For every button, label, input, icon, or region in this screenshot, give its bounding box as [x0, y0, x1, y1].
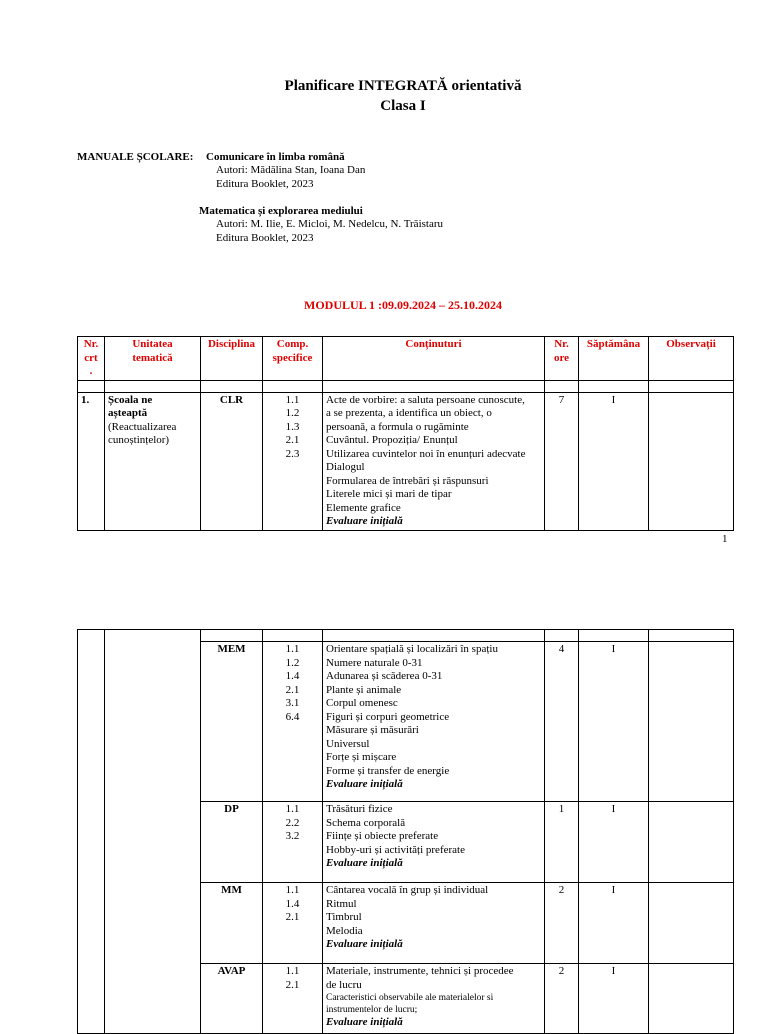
book1-publisher: Editura Booklet, 2023	[216, 178, 314, 190]
row-hours: 4	[545, 642, 579, 802]
table-spacer-row	[78, 380, 734, 392]
row-hours: 2	[545, 883, 579, 964]
evaluation-label: Evaluare inițială	[326, 778, 403, 790]
row-week: I	[579, 883, 649, 964]
row-week: I	[579, 964, 649, 1034]
header-content: Conținuturi	[323, 337, 545, 381]
header-hours: Nr. ore	[545, 337, 579, 381]
row-week: I	[579, 392, 649, 530]
table-spacer-row	[78, 630, 734, 642]
row-observations	[649, 392, 734, 530]
book1-title: Comunicare în limba română	[206, 151, 345, 163]
row-discipline: DP	[201, 802, 263, 883]
row-observations	[649, 883, 734, 964]
document-title: Planificare INTEGRATĂ orientativă	[284, 78, 522, 94]
table-row	[78, 392, 734, 530]
evaluation-label: Evaluare inițială	[326, 938, 403, 950]
header-observations: Observații	[649, 337, 734, 381]
row-discipline: MEM	[201, 642, 263, 802]
header-competences: Comp. specifice	[263, 337, 323, 381]
row-content: Trăsături fizice Schema corporală Ființe și obiecte preferate Hobby-uri și activități preferate Evaluare inițială	[323, 802, 545, 883]
row-week: I	[579, 802, 649, 883]
row-competences: 1.1 1.4 2.1	[263, 883, 323, 964]
planning-table-page2	[77, 629, 734, 1034]
row-discipline: MM	[201, 883, 263, 964]
row-discipline: AVAP	[201, 964, 263, 1034]
row-content: Acte de vorbire: a saluta persoane cunoscute, a se prezenta, a identifica un obiect, o persoană, a formula o rugăminte Cuvântul. Propoziția/ Enunțul Utilizarea cuvintelor noi în enunțuri adecvate Dialogul Formularea de întrebări și răspunsuri Literele mici și mari de tipar Elemente grafice Evaluare inițială	[323, 392, 545, 530]
row-content: Orientare spațială și localizări în spațiu Numere naturale 0-31 Adunarea și scăderea 0-31 Plante și animale Corpul omenesc Figuri și corpuri geometrice Măsurare și măsurări Universul Forțe și mișcare Forme și transfer de energie Evaluare inițială	[323, 642, 545, 802]
page-number: 1	[722, 533, 728, 545]
header-discipline: Disciplina	[201, 337, 263, 381]
book2-publisher: Editura Booklet, 2023	[216, 232, 314, 244]
row-unit: Școala ne așteaptă (Reactualizarea cunoștințelor)	[105, 392, 201, 530]
manuals-label: MANUALE ȘCOLARE:	[77, 151, 194, 163]
row-hours: 7	[545, 392, 579, 530]
row-content: Materiale, instrumente, tehnici și procedee de lucru Caracteristici observabile ale materialelor si instrumentelor de lucru; Evaluare inițială	[323, 964, 545, 1034]
evaluation-label: Evaluare inițială	[326, 1016, 403, 1028]
book2-title: Matematica și explorarea mediului	[199, 205, 363, 217]
row-hours: 2	[545, 964, 579, 1034]
row-observations	[649, 964, 734, 1034]
row-week: I	[579, 642, 649, 802]
row-competences: 1.1 2.2 3.2	[263, 802, 323, 883]
row-competences: 1.1 1.2 1.4 2.1 3.1 6.4	[263, 642, 323, 802]
evaluation-label: Evaluare inițială	[326, 515, 403, 527]
planning-table-page1	[77, 336, 734, 531]
header-unit: Unitatea tematică	[105, 337, 201, 381]
row-content: Cântarea vocală în grup și individual Ritmul Timbrul Melodia Evaluare inițială	[323, 883, 545, 964]
table-header-row	[78, 337, 734, 381]
header-nr-crt: Nr. crt .	[78, 337, 105, 381]
row-discipline: CLR	[201, 392, 263, 530]
book1-authors: Autori: Mădălina Stan, Ioana Dan	[216, 164, 366, 176]
header-week: Săptămâna	[579, 337, 649, 381]
row-number: 1.	[78, 392, 105, 530]
row-competences: 1.1 1.2 1.3 2.1 2.3	[263, 392, 323, 530]
evaluation-label: Evaluare inițială	[326, 857, 403, 869]
row-observations	[649, 642, 734, 802]
row-observations	[649, 802, 734, 883]
row-hours: 1	[545, 802, 579, 883]
module-title: MODULUL 1 :09.09.2024 – 25.10.2024	[304, 298, 502, 312]
document-subtitle: Clasa I	[380, 98, 426, 114]
book2-authors: Autori: M. Ilie, E. Micloi, M. Nedelcu, N. Trăistaru	[216, 218, 444, 230]
row-competences: 1.1 2.1	[263, 964, 323, 1034]
